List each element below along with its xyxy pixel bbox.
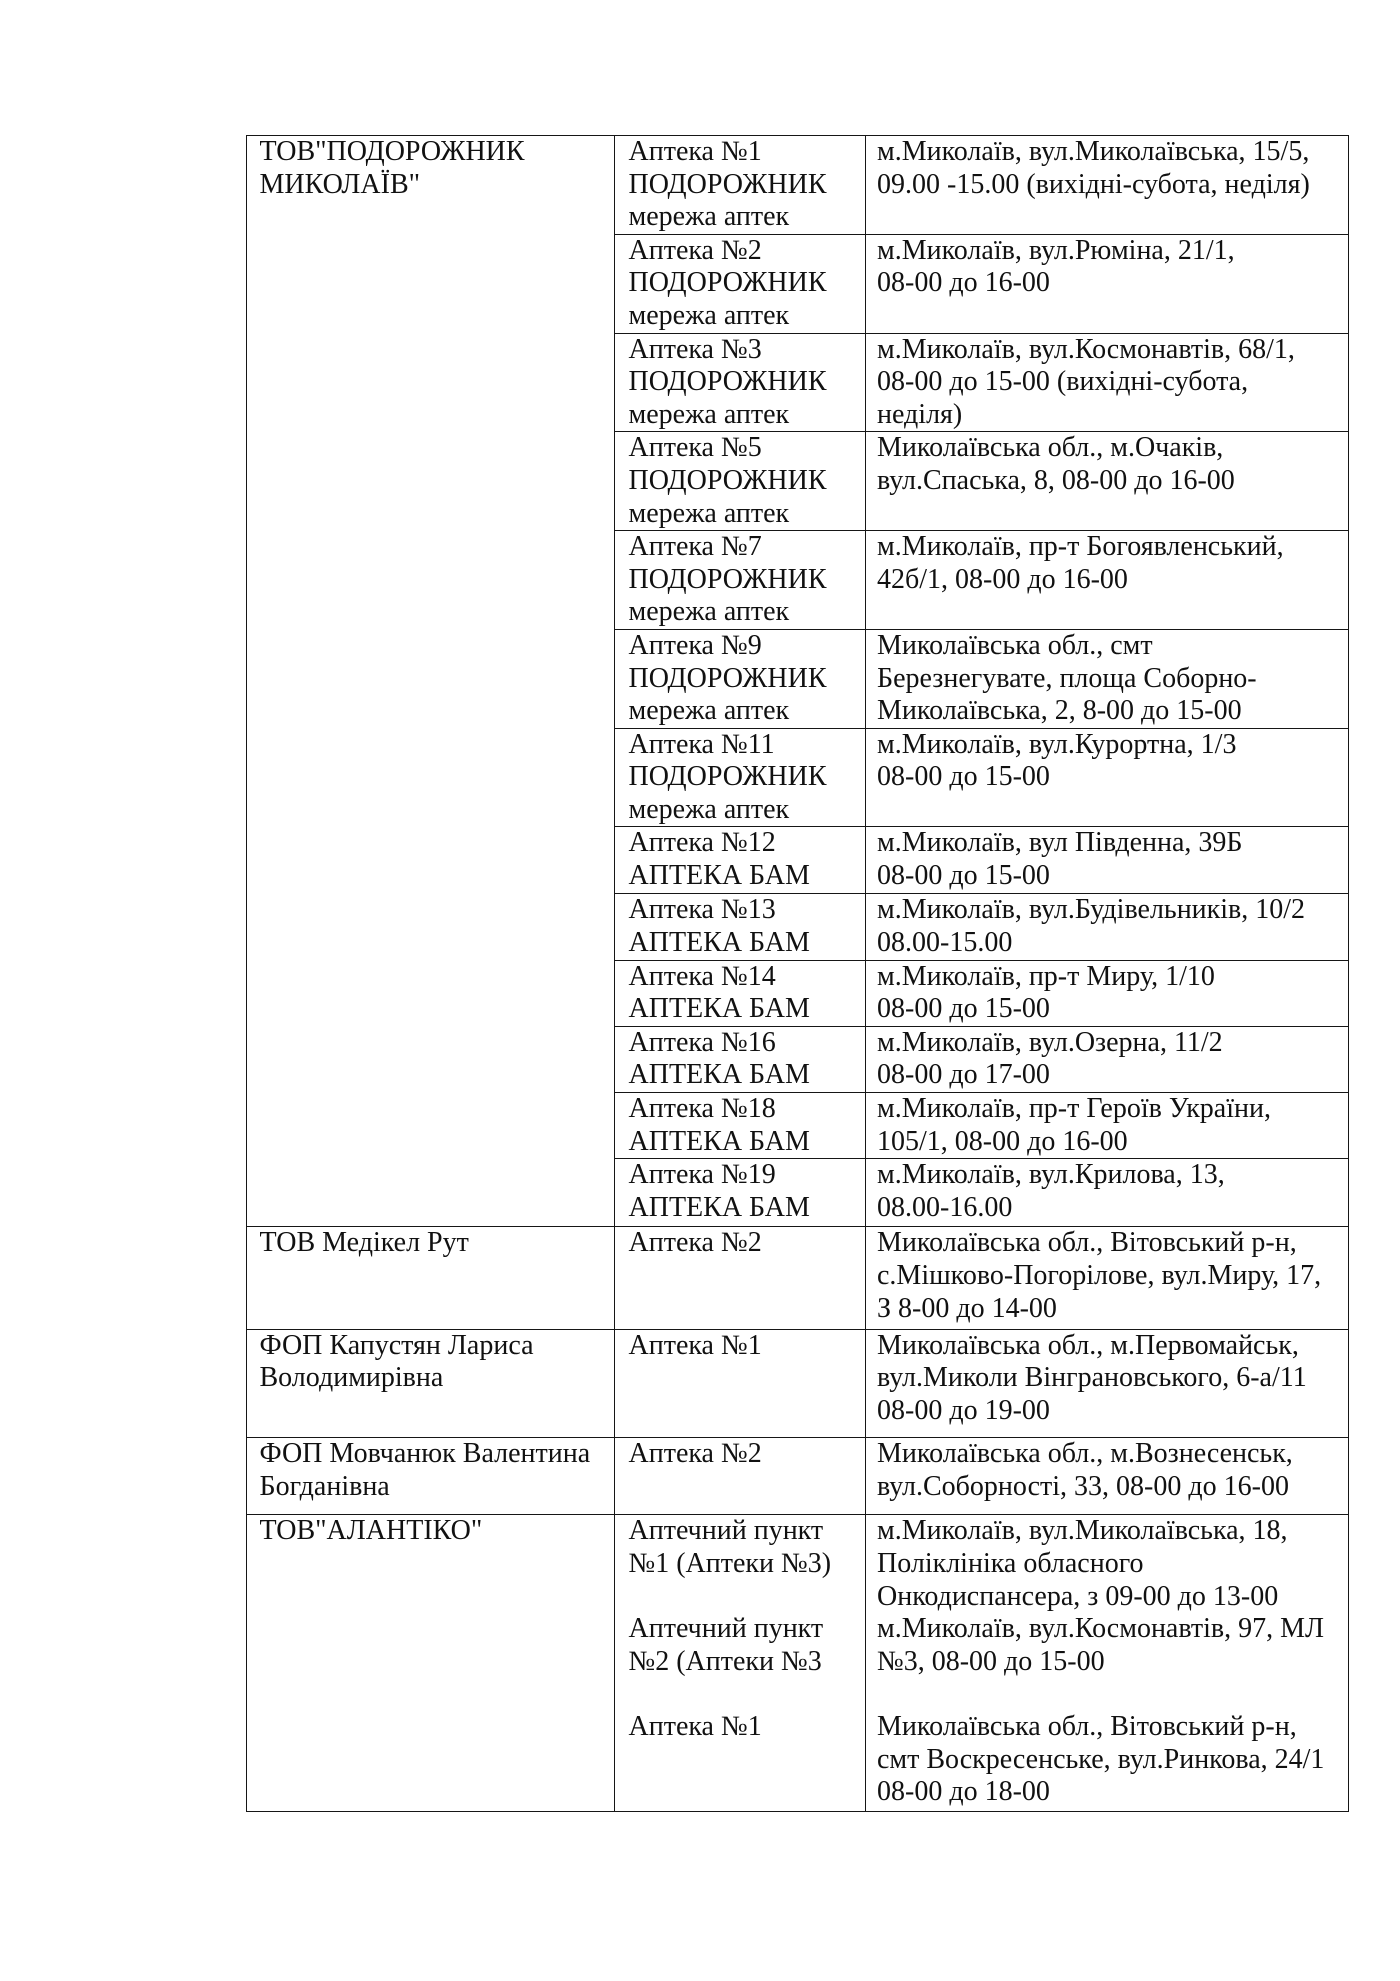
pharmacy-address-cell [866,1329,1349,1438]
pharmacy-entry [877,1711,1344,1809]
pharmacy-address: м.Миколаїв, вул.Миколаївська, 15/5, 09.00 -15.00 (вихідні-субота, неділя) [877,136,1310,200]
pharmacy-address-cell [866,1515,1349,1812]
pharmacy-name-cell [615,1026,866,1092]
pharmacy-address: м.Миколаїв, пр-т Богоявленський, 42б/1, 08-00 до 16-00 [877,531,1284,595]
pharmacy-entry [877,1613,1344,1711]
pharmacy-address-cell [866,136,1349,235]
pharmacy-name: Аптека №2 [628,1438,762,1470]
pharmacy-name-cell [615,531,866,630]
pharmacy-name: Аптека №14 АПТЕКА БАМ [628,960,810,1025]
pharmacy-address: Миколаївська обл., Вітовський р-н, смт Воскресенське, вул.Ринкова, 24/1 08-00 до 18-00 [877,1711,1325,1808]
company-name: ТОВ"АЛАНТІКО" [259,1515,483,1547]
company-cell [247,1227,615,1329]
pharmacy-address-cell [866,960,1349,1026]
pharmacy-name-cell [615,333,866,432]
pharmacy-address: м.Миколаїв, вул.Рюміна, 21/1, 08-00 до 16-00 [877,234,1235,299]
pharmacy-address: м.Миколаїв, пр-т Героїв України, 105/1, 08-00 до 16-00 [877,1093,1271,1157]
pharmacy-name-cell [615,629,866,728]
pharmacy-address: м.Миколаїв, вул.Озерна, 11/2 08-00 до 17-00 [877,1026,1223,1091]
pharmacy-name: Аптека №1 [628,1329,762,1361]
pharmacy-address-cell [866,894,1349,960]
pharmacy-name: Аптека №5 ПОДОРОЖНИК мережа аптек [628,432,827,529]
pharmacy-name: Аптечний пункт №1 (Аптеки №3) [628,1515,832,1580]
pharmacy-name-cell [615,960,866,1026]
pharmacy-address-cell [866,1026,1349,1092]
pharmacy-name-cell [615,728,866,827]
company-name: ФОП Капустян Лариса Володимирівна [259,1329,534,1394]
pharmacy-address: м.Миколаїв, пр-т Миру, 1/10 08-00 до 15-00 [877,960,1215,1025]
pharmacy-entry [629,1711,862,1744]
company-name: ФОП Мовчанюк Валентина Богданівна [259,1438,591,1502]
pharmacy-name: Аптека №13 АПТЕКА БАМ [628,894,810,959]
pharmacy-name: Аптека №9 ПОДОРОЖНИК мережа аптек [628,629,827,727]
pharmacy-name-cell [615,1227,866,1329]
company-cell [247,1515,615,1812]
pharmacy-name: Аптека №2 [628,1227,762,1259]
pharmacy-address: м.Миколаїв, вул.Миколаївська, 18, Поліклініка обласного Онкодиспансера, з 09-00 до 13-00 [877,1515,1288,1612]
pharmacy-address-cell [866,629,1349,728]
pharmacy-name: Аптека №16 АПТЕКА БАМ [628,1026,810,1091]
pharmacy-name-cell [615,827,866,894]
pharmacy-entry [629,1515,862,1613]
pharmacy-row [247,1438,1349,1515]
pharmacy-address-cell [866,1093,1349,1159]
pharmacy-name-cell [615,1159,866,1227]
company-cell [247,1438,615,1515]
company-name: ТОВ"ПОДОРОЖНИК МИКОЛАЇВ" [259,136,525,200]
pharmacy-address: Миколаївська обл., Вітовський р-н, с.Мішково-Погорілове, вул.Миру, 17, З 8-00 до 14-00 [877,1227,1322,1324]
pharmacy-address-cell [866,432,1349,531]
pharmacy-entry [629,1613,862,1711]
pharmacy-address-cell [866,1438,1349,1515]
pharmacy-address: Миколаївська обл., м.Первомайськ, вул.Миколи Вінграновського, 6-а/11 08-00 до 19-00 [877,1329,1307,1426]
pharmacy-name: Аптека №11 ПОДОРОЖНИК мережа аптек [628,728,827,825]
pharmacy-name: Аптека №3 ПОДОРОЖНИК мережа аптек [628,333,827,430]
pharmacy-address: Миколаївська обл., смт Березнегувате, площа Соборно- Миколаївська, 2, 8-00 до 15-00 [877,629,1257,727]
pharmacy-name-cell [615,1438,866,1515]
company-cell [247,1329,615,1438]
company-cell [247,136,615,1227]
pharmacy-name: Аптека №18 АПТЕКА БАМ [628,1093,810,1157]
pharmacy-address: м.Миколаїв, вул.Будівельників, 10/2 08.00-15.00 [877,894,1306,959]
pharmacy-address: м.Миколаїв, вул.Крилова, 13, 08.00-16.00 [877,1159,1225,1223]
pharmacy-address: м.Миколаїв, вул Південна, 39Б 08-00 до 15-00 [877,827,1243,892]
pharmacy-address-cell [866,531,1349,630]
pharmacy-address: м.Миколаїв, вул.Космонавтів, 68/1, 08-00 до 15-00 (вихідні-субота, неділя) [877,333,1295,430]
pharmacy-name: Аптека №12 АПТЕКА БАМ [628,827,810,892]
pharmacy-name-cell [615,894,866,960]
pharmacy-address: м.Миколаїв, вул.Космонавтів, 97, МЛ №3, 08-00 до 15-00 [877,1613,1325,1677]
pharmacy-row [247,1515,1349,1812]
pharmacy-name-cell [615,432,866,531]
pharmacy-name-cell [615,234,866,333]
pharmacy-name: Аптека №1 [628,1711,762,1743]
pharmacy-address-cell [866,728,1349,827]
pharmacy-name: Аптека №7 ПОДОРОЖНИК мережа аптек [628,531,827,628]
pharmacy-name-cell [615,1329,866,1438]
pharmacy-address-cell [866,1227,1349,1329]
pharmacy-row [247,1329,1349,1438]
pharmacy-name-cell [615,1515,866,1812]
pharmacy-entry [877,1515,1344,1613]
pharmacy-address-cell [866,333,1349,432]
pharmacy-address: Миколаївська обл., м.Очаків, вул.Спаська, 8, 08-00 до 16-00 [877,432,1235,496]
pharmacy-name-cell [615,1093,866,1159]
pharmacy-address: м.Миколаїв, вул.Курортна, 1/3 08-00 до 15-00 [877,728,1237,793]
pharmacy-address-cell [866,827,1349,894]
pharmacy-address-cell [866,1159,1349,1227]
table-body [247,136,1349,1812]
pharmacy-address-cell [866,234,1349,333]
pharmacy-name: Аптека №2 ПОДОРОЖНИК мережа аптек [628,234,827,331]
pharmacy-row [247,136,1349,235]
company-name: ТОВ Медікел Рут [259,1227,469,1259]
pharmacy-address: Миколаївська обл., м.Вознесенськ, вул.Соборності, 33, 08-00 до 16-00 [877,1438,1293,1502]
pharmacy-name-cell [615,136,866,235]
pharmacy-row [247,1227,1349,1329]
pharmacy-table [246,135,1349,1812]
pharmacy-name: Аптека №1 ПОДОРОЖНИК мережа аптек [628,136,827,233]
pharmacy-name: Аптека №19 АПТЕКА БАМ [628,1159,810,1223]
pharmacy-name: Аптечний пункт №2 (Аптеки №3 [628,1613,824,1677]
